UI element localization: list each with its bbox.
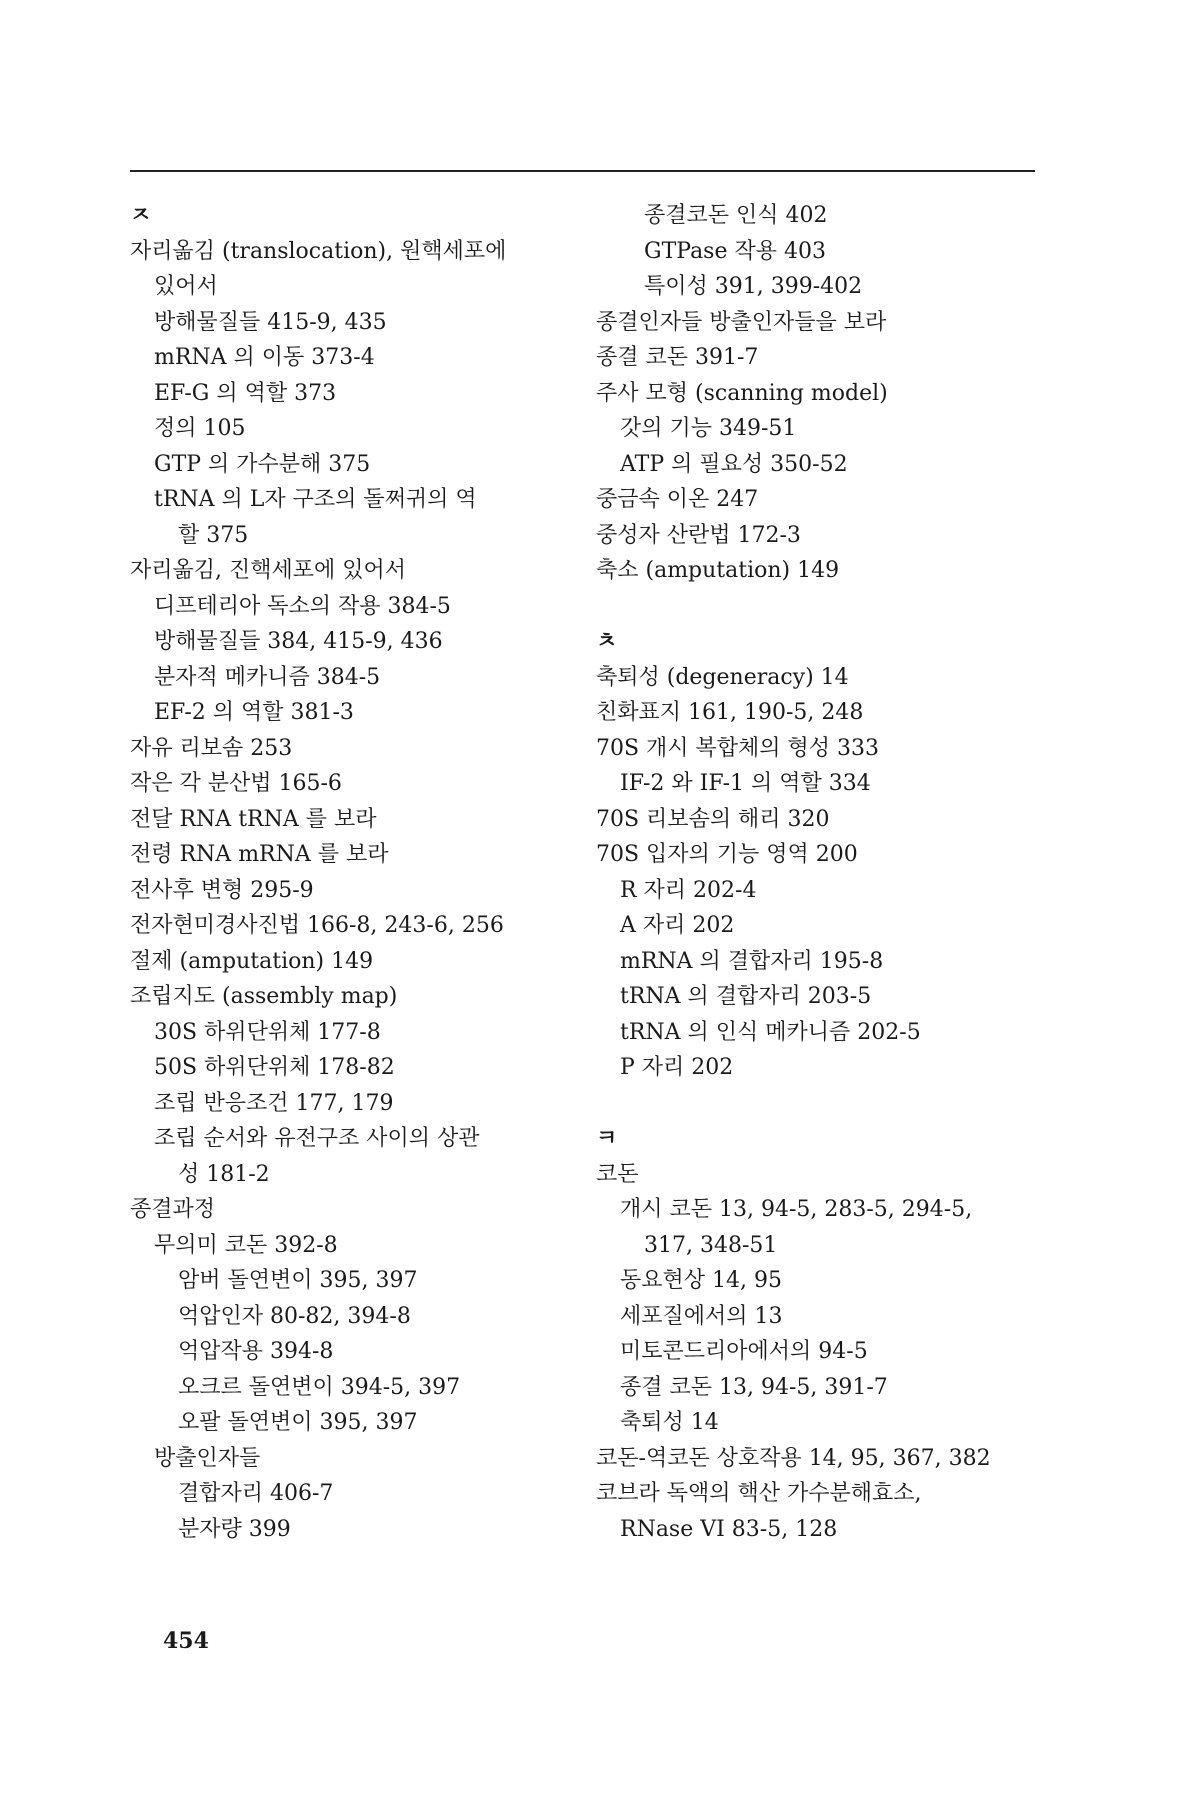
index-entry: 조립 순서와 유전구조 사이의 상관: [154, 1126, 480, 1151]
index-entry: 중금속 이온 247: [596, 487, 759, 512]
index-entry: EF-2 의 역할 381-3: [154, 700, 354, 725]
index-entry: 자리옮김 (translocation), 원핵세포에: [130, 238, 507, 264]
index-entry: 코돈-역코돈 상호작용 14, 95, 367, 382: [596, 1445, 991, 1471]
index-entry: 정의 105: [154, 416, 246, 441]
index-entry: 축소 (amputation) 149: [596, 558, 840, 583]
index-entry: 전달 RNA tRNA 를 보라: [130, 806, 377, 832]
index-entry: mRNA 의 결합자리 195-8: [620, 948, 884, 974]
index-entry: 억압인자 80-82, 394-8: [178, 1303, 411, 1329]
index-entry: 전자현미경사진법 166-8, 243-6, 256: [130, 913, 504, 938]
index-entry: ATP 의 필요성 350-52: [620, 451, 848, 477]
index-entry: 방해물질들 384, 415-9, 436: [154, 629, 443, 654]
index-entry: 종결인자들 방출인자들을 보라: [596, 309, 887, 335]
index-entry: 종결과정: [130, 1197, 216, 1222]
index-entry: 작은 각 분산법 165-6: [130, 771, 342, 796]
index-entry-continuation: 성 181-2: [178, 1161, 270, 1187]
index-entry: 디프테리아 독소의 작용 384-5: [154, 593, 451, 619]
index-entry: 무의미 코돈 392-8: [154, 1232, 338, 1258]
index-entry: 70S 입자의 기능 영역 200: [596, 842, 858, 867]
index-entry: 조립지도 (assembly map): [130, 984, 398, 1009]
section-gap: [596, 589, 1056, 625]
index-entry: 30S 하위단위체 177-8: [154, 1019, 381, 1045]
index-entry: EF-G 의 역할 373: [154, 380, 337, 406]
index-entry: 주사 모형 (scanning model): [596, 380, 888, 406]
index-entry: 50S 하위단위체 178-82: [154, 1055, 395, 1080]
index-entry: 코브라 독액의 핵산 가수분해효소,: [596, 1481, 922, 1506]
index-entry: 중성자 산란법 172-3: [596, 522, 801, 548]
top-rule: [130, 170, 1035, 172]
index-entry: 오팔 돌연변이 395, 397: [178, 1410, 418, 1435]
index-column-right: [596, 198, 1056, 1547]
index-entry: 결합자리 406-7: [178, 1481, 334, 1506]
index-entry: 절제 (amputation) 149: [130, 948, 374, 974]
index-entry: 전령 RNA mRNA 를 보라: [130, 842, 389, 867]
index-entry: 방출인자들: [154, 1445, 261, 1471]
index-entry: 분자적 메카니즘 384-5: [154, 664, 381, 690]
index-entry-continuation: 할 375: [178, 522, 249, 548]
index-column-left: [130, 198, 590, 1547]
index-entry: tRNA 의 L자 구조의 돌쩌귀의 역: [154, 487, 477, 512]
index-entry: R 자리 202-4: [620, 877, 757, 903]
index-entry: GTPase 작용 403: [644, 238, 826, 264]
index-entry: 종결 코돈 391-7: [596, 345, 759, 370]
index-entry: GTP 의 가수분해 375: [154, 451, 371, 477]
index-entry: mRNA 의 이동 373-4: [154, 345, 375, 370]
section-letter: ㅈ: [130, 202, 152, 228]
index-entry: 종결 코돈 13, 94-5, 391-7: [620, 1374, 888, 1400]
index-entry: 친화표지 161, 190-5, 248: [596, 700, 864, 725]
index-entry: 동요현상 14, 95: [620, 1268, 782, 1293]
index-entry: 개시 코돈 13, 94-5, 283-5, 294-5,: [620, 1197, 973, 1222]
index-entry: 70S 개시 복합체의 형성 333: [596, 735, 880, 761]
index-entry: 분자량 399: [178, 1516, 291, 1542]
index-entry-continuation: 있어서: [154, 274, 218, 299]
index-entry: 자유 리보솜 253: [130, 735, 293, 761]
section-gap: [596, 1086, 1056, 1122]
index-entry: 억압작용 394-8: [178, 1339, 334, 1364]
index-entry: 축퇴성 14: [620, 1410, 719, 1435]
section-letter: ㅊ: [596, 628, 618, 654]
index-entry: 조립 반응조건 177, 179: [154, 1090, 394, 1116]
index-entry: IF-2 와 IF-1 의 역할 334: [620, 771, 871, 796]
page-number: 454: [163, 1628, 209, 1654]
index-entry: 종결코돈 인식 402: [644, 203, 828, 228]
index-entry: 특이성 391, 399-402: [644, 274, 863, 299]
index-entry: 암버 돌연변이 395, 397: [178, 1268, 418, 1293]
index-entry: tRNA 의 결합자리 203-5: [620, 984, 872, 1009]
index-entry: 갓의 기능 349-51: [620, 416, 797, 441]
index-entry: 코돈: [596, 1161, 639, 1187]
index-entry: A 자리 202: [620, 913, 735, 938]
index-entry: 자리옮김, 진핵세포에 있어서: [130, 558, 407, 583]
section-letter: ㅋ: [596, 1125, 618, 1151]
index-entry: 전사후 변형 295-9: [130, 877, 314, 903]
index-entry: 방해물질들 415-9, 435: [154, 309, 387, 335]
index-entry-continuation: 317, 348-51: [644, 1232, 778, 1258]
index-entry: 70S 리보솜의 해리 320: [596, 806, 830, 832]
index-entry: 오크르 돌연변이 394-5, 397: [178, 1374, 461, 1400]
index-entry: 세포질에서의 13: [620, 1303, 783, 1329]
index-entry: P 자리 202: [620, 1055, 734, 1080]
index-entry: 미토콘드리아에서의 94-5: [620, 1339, 868, 1364]
index-entry-continuation: RNase VI 83-5, 128: [620, 1516, 838, 1542]
index-entry: 축퇴성 (degeneracy) 14: [596, 664, 849, 690]
index-entry: tRNA 의 인식 메카니즘 202-5: [620, 1019, 921, 1045]
